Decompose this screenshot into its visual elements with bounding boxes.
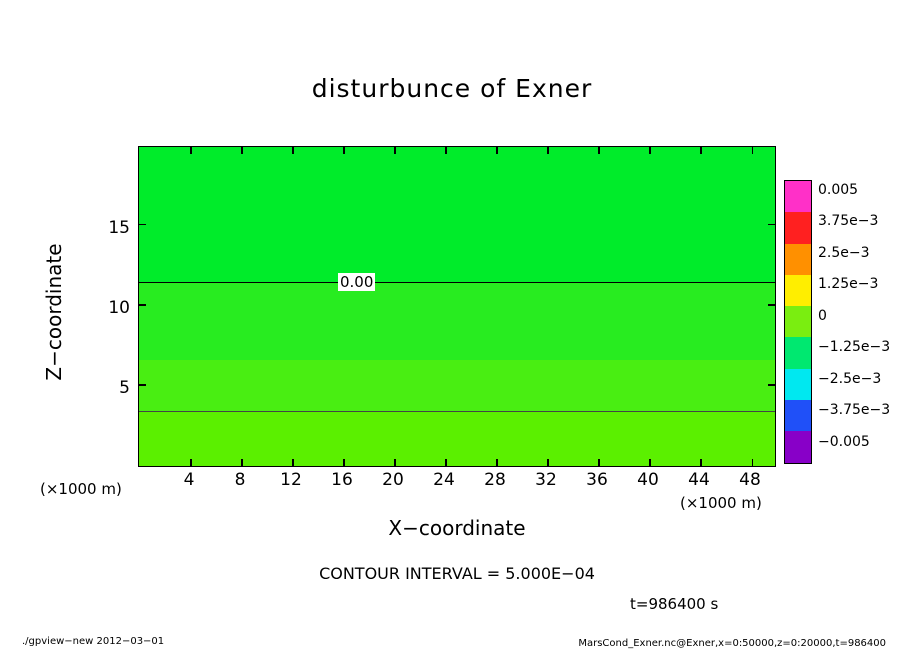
tick-x-top: [752, 147, 754, 154]
x-tick-label: 40: [637, 470, 659, 490]
tick-x-bottom: [496, 459, 498, 466]
colorbar-tick-label: −2.5e−3: [818, 371, 882, 387]
tick-y-right: [768, 384, 775, 386]
time-label: t=986400 s: [630, 595, 719, 613]
chart-title: disturbunce of Exner: [311, 74, 593, 103]
y-tick-label: 10: [108, 298, 130, 318]
colorbar-tick-label: −1.25e−3: [818, 339, 891, 355]
tick-x-top: [394, 147, 396, 154]
colorbar-cell: [785, 244, 811, 275]
colorbar-cell: [785, 212, 811, 243]
tick-x-bottom: [700, 459, 702, 466]
colorbar-cell: [785, 337, 811, 368]
contour-label: 0.00: [340, 273, 374, 291]
tick-y-right: [768, 304, 775, 306]
tick-x-bottom: [649, 459, 651, 466]
colorbar-cell: [785, 275, 811, 306]
tick-x-bottom: [394, 459, 396, 466]
x-tick-label: 16: [331, 470, 353, 490]
colorbar: [784, 180, 812, 464]
tick-y-left: [139, 304, 146, 306]
x-axis-unit: (×1000 m): [680, 494, 762, 512]
x-tick-label: 28: [484, 470, 506, 490]
tick-x-bottom: [241, 459, 243, 466]
tick-x-bottom: [292, 459, 294, 466]
tick-x-bottom: [445, 459, 447, 466]
colorbar-cell: [785, 306, 811, 337]
x-tick-label: 24: [433, 470, 455, 490]
contour-band: [139, 283, 775, 360]
colorbar-tick-label: 3.75e−3: [818, 213, 879, 229]
tick-y-right: [768, 224, 775, 226]
colorbar-tick-label: 0: [818, 308, 827, 324]
contour-band: [139, 412, 775, 467]
x-axis-title: X−coordinate: [388, 516, 526, 540]
plot-area: [138, 146, 776, 467]
colorbar-cell: [785, 431, 811, 462]
footer-left: ./gpview−new 2012−03−01: [22, 636, 165, 647]
x-tick-label: 36: [586, 470, 608, 490]
y-tick-label: 5: [119, 378, 130, 398]
y-axis-title: Z−coordinate: [42, 243, 66, 381]
colorbar-cell: [785, 400, 811, 431]
colorbar-tick-label: −0.005: [818, 434, 870, 450]
x-tick-label: 44: [688, 470, 710, 490]
contour-line-zero: [139, 282, 775, 284]
y-tick-label: 15: [108, 218, 130, 238]
x-tick-label: 20: [382, 470, 404, 490]
colorbar-tick-label: 1.25e−3: [818, 276, 879, 292]
tick-x-top: [343, 147, 345, 154]
tick-x-bottom: [190, 459, 192, 466]
contour-band: [139, 146, 775, 283]
tick-y-left: [139, 384, 146, 386]
tick-x-bottom: [547, 459, 549, 466]
y-axis-unit: (×1000 m): [40, 480, 122, 498]
colorbar-cell: [785, 369, 811, 400]
tick-x-top: [700, 147, 702, 154]
footer-right: MarsCond_Exner.nc@Exner,x=0:50000,z=0:20000,t=986400: [578, 638, 886, 649]
tick-y-left: [139, 224, 146, 226]
colorbar-tick-label: 0.005: [818, 182, 859, 198]
contour-line-lower: [139, 411, 775, 412]
colorbar-tick-label: −3.75e−3: [818, 402, 891, 418]
tick-x-bottom: [343, 459, 345, 466]
contour-interval-note: CONTOUR INTERVAL = 5.000E−04: [319, 564, 595, 583]
tick-x-bottom: [752, 459, 754, 466]
colorbar-tick-label: 2.5e−3: [818, 245, 870, 261]
tick-x-bottom: [598, 459, 600, 466]
x-tick-label: 32: [535, 470, 557, 490]
x-tick-label: 48: [739, 470, 761, 490]
tick-x-top: [190, 147, 192, 154]
tick-x-top: [445, 147, 447, 154]
tick-x-top: [241, 147, 243, 154]
tick-x-top: [598, 147, 600, 154]
x-tick-label: 12: [280, 470, 302, 490]
tick-x-top: [547, 147, 549, 154]
tick-x-top: [292, 147, 294, 154]
x-tick-label: 8: [234, 470, 246, 490]
colorbar-cell: [785, 181, 811, 212]
tick-x-top: [496, 147, 498, 154]
tick-x-top: [649, 147, 651, 154]
x-tick-label: 4: [183, 470, 195, 490]
contour-band: [139, 360, 775, 412]
